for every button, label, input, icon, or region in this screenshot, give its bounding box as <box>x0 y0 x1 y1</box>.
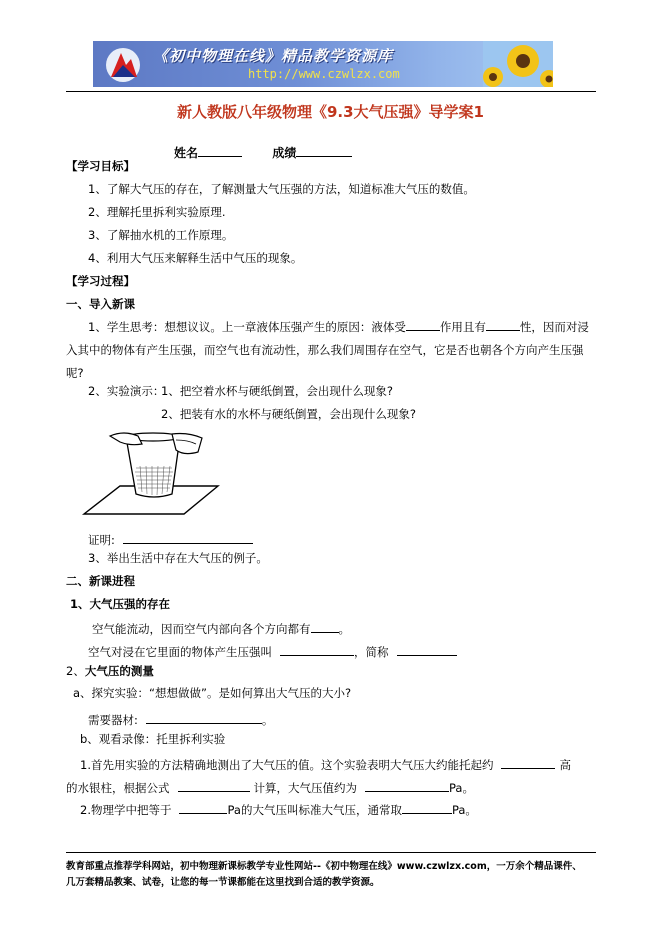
score-blank[interactable] <box>296 145 352 157</box>
sub2-blank-1[interactable] <box>501 757 555 769</box>
equip-end: 。 <box>261 713 274 727</box>
sub2-p1-end: 高 <box>559 758 571 772</box>
sub1-p1-text: 空气能流动，因而空气内部向各个方向都有 <box>92 622 311 636</box>
q2-prefix: 2、实验演示： <box>88 384 165 398</box>
sub2-p2-text-a: 的水银柱，根据公式 <box>66 781 170 795</box>
sub2-p1 <box>80 757 571 772</box>
sub2-heading-text: 大气压的测量 <box>84 664 154 678</box>
sub1-blank-3[interactable] <box>397 644 457 656</box>
equip-label: 需要器材: <box>88 713 138 727</box>
name-blank[interactable] <box>198 145 242 157</box>
objectives-heading: 【学习目标】 <box>66 159 135 173</box>
q1-text-c: 性，因而对浸入其中的物体有产生压强，而空气也有流动性，那么我们周围存在空气，它是否也朝各个方向产生压强呢? <box>66 320 589 380</box>
sub2-equip <box>88 712 273 727</box>
sub1-p1-end: 。 <box>338 622 350 636</box>
sub2-p3-unit: Pa。 <box>451 803 477 817</box>
sub2-p3-text-a: 2.物理学中把等于 <box>80 803 172 817</box>
footer-rule <box>66 852 596 853</box>
objective-item: 3、了解抽水机的工作原理。 <box>88 228 234 242</box>
sub2-heading-num: 2、 <box>66 664 85 678</box>
q1-blank-1[interactable] <box>406 319 440 331</box>
sub2-p1-text: 1.首先用实验的方法精确地测出了大气压的值。这个实验表明大气压大约能托起约 <box>80 758 494 772</box>
section2-heading: 二、新课进程 <box>66 574 135 588</box>
sunflower-icon <box>483 41 553 87</box>
sub1-heading: 1、大气压强的存在 <box>70 597 171 611</box>
proof-line <box>88 532 253 547</box>
question-1 <box>66 316 596 385</box>
sub2-blank-4[interactable] <box>179 802 227 814</box>
student-info <box>174 145 352 159</box>
name-label: 姓名 <box>174 146 199 160</box>
footer-line-2: 几万套精品教案、试卷，让您的每一节课都能在这里找到合适的教学资源。 <box>66 877 380 888</box>
sub2-p2 <box>66 780 474 795</box>
q2-item-2: 2、把装有水的水杯与硬纸倒置，会出现什么现象? <box>161 407 416 421</box>
sub1-p1 <box>92 621 350 636</box>
sub2-heading <box>66 666 154 678</box>
objective-item: 4、利用大气压来解释生活中气压的现象。 <box>88 251 303 265</box>
section1-heading: 一、导入新课 <box>66 297 135 311</box>
sub2-p3-text-b: Pa的大气压叫标准大气压，通常取 <box>227 803 402 817</box>
objective-item: 2、理解托里拆利实验原理. <box>88 205 226 219</box>
sub2-blank-5[interactable] <box>402 802 452 814</box>
sub1-blank-1[interactable] <box>311 621 339 633</box>
sub2-a: a、探究实验：“想想做做”。是如何算出大气压的大小? <box>73 686 352 700</box>
banner-slogan: 《初中物理在线》精品教学资源库 <box>153 47 394 65</box>
proof-label: 证明: <box>88 533 115 547</box>
sub1-p2 <box>88 644 457 659</box>
score-label: 成绩 <box>272 146 297 160</box>
sub2-blank-3[interactable] <box>365 780 449 792</box>
question-3: 3、举出生活中存在大气压的例子。 <box>88 551 268 565</box>
sub1-p2-text: 空气对浸在它里面的物体产生压强叫 <box>88 645 272 659</box>
inverted-cup-figure <box>80 428 220 523</box>
objective-item: 1、了解大气压的存在，了解测量大气压强的方法，知道标准大气压的数值。 <box>88 182 475 196</box>
footer <box>66 859 606 891</box>
q1-text-a: 1、学生思考：想想议议。上一章液体压强产生的原因：液体受 <box>88 320 406 334</box>
page-title: 新人教版八年级物理《9.3大气压强》导学案1 <box>176 103 484 121</box>
q1-blank-2[interactable] <box>486 319 520 331</box>
banner-url[interactable]: http://www.czwlzx.com <box>248 67 400 81</box>
sub2-p2-text-b: 计算，大气压值约为 <box>253 781 357 795</box>
header-banner <box>93 41 553 87</box>
process-heading: 【学习过程】 <box>66 274 135 288</box>
q1-text-b: 作用且有 <box>439 320 486 334</box>
equip-blank[interactable] <box>146 712 262 724</box>
sub2-b: b、观看录像：托里拆利实验 <box>80 732 226 746</box>
footer-line-1: 教育部重点推荐学科网站，初中物理新课标教学专业性网站--《初中物理在线》www.czwlzx.com，一万余个精品课件、 <box>66 861 582 872</box>
sub2-p3 <box>80 802 477 817</box>
sub2-blank-2[interactable] <box>178 780 250 792</box>
q2-item-1: 1、把空着水杯与硬纸倒置，会出现什么现象? <box>161 384 393 398</box>
sub1-blank-2[interactable] <box>280 644 354 656</box>
sub2-p2-unit: Pa。 <box>449 781 474 795</box>
sub1-p2-mid: ，简称 <box>354 645 389 659</box>
logo-icon <box>101 45 145 85</box>
header-rule <box>66 91 596 92</box>
proof-blank[interactable] <box>123 532 253 544</box>
